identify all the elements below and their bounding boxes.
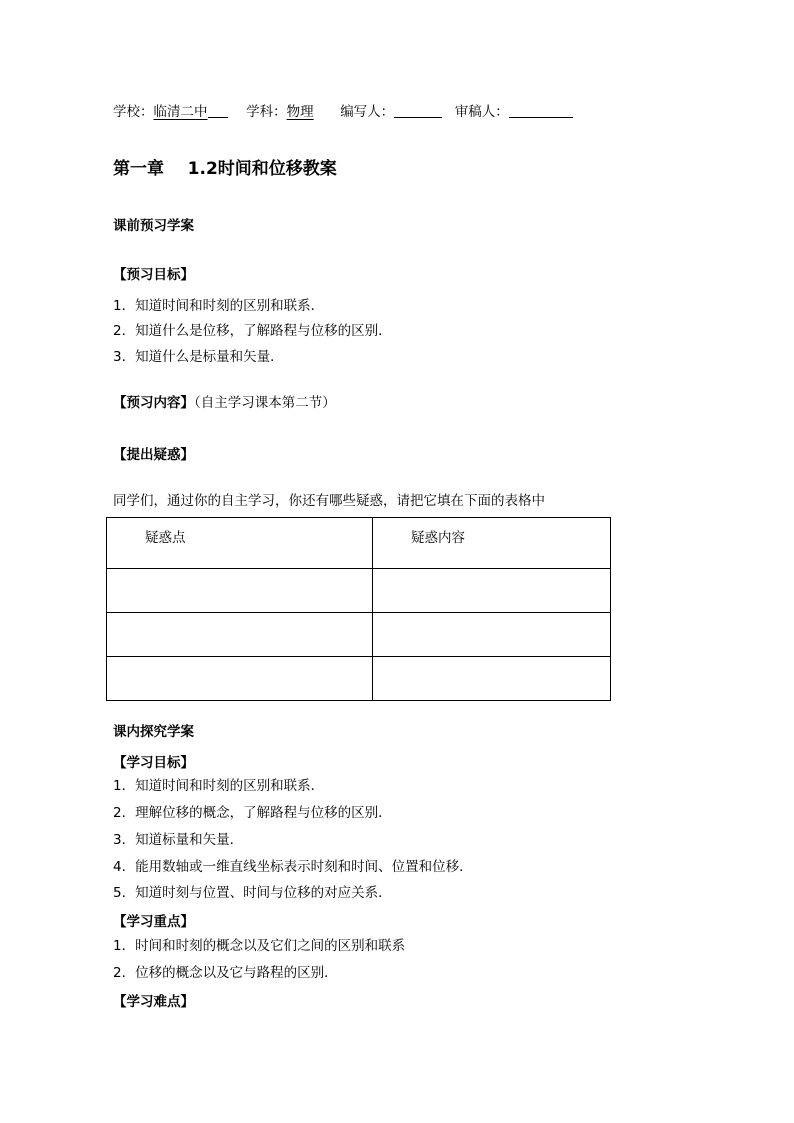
editor-label: 编写人： bbox=[340, 104, 395, 120]
table-cell[interactable] bbox=[107, 569, 373, 613]
table-header-cell: 疑惑点 bbox=[107, 518, 373, 569]
table-row bbox=[107, 569, 611, 613]
table-cell[interactable] bbox=[107, 613, 373, 657]
study-goal-item: 4．能用数轴或一维直线坐标表示时刻和时间、位置和位移． bbox=[113, 859, 473, 875]
doubt-intro: 同学们，通过你的自主学习，你还有哪些疑惑，请把它填在下面的表格中 bbox=[113, 493, 545, 509]
table-header-row bbox=[107, 518, 611, 569]
study-goal-item: 2．理解位移的概念，了解路程与位移的区别． bbox=[113, 805, 392, 821]
page-title: 第一章 1.2时间和位移教案 bbox=[113, 159, 337, 179]
school-label: 学校： bbox=[113, 104, 154, 120]
reviewer-label: 审稿人： bbox=[454, 104, 509, 120]
subject-label: 学科： bbox=[246, 104, 287, 120]
key-points-heading: 【学习重点】 bbox=[113, 914, 194, 930]
header-info bbox=[113, 103, 573, 121]
difficulty-heading: 【学习难点】 bbox=[113, 994, 194, 1010]
key-point-item: 2．位移的概念以及它与路程的区别． bbox=[113, 965, 338, 981]
pre-study-goal-item: 3．知道什么是标量和矢量． bbox=[113, 349, 284, 365]
table-cell[interactable] bbox=[373, 569, 611, 613]
study-goals-heading: 【学习目标】 bbox=[113, 755, 194, 771]
table-row bbox=[107, 657, 611, 701]
doubt-heading: 【提出疑惑】 bbox=[113, 447, 194, 463]
study-goal-item: 3．知道标量和矢量． bbox=[113, 832, 244, 848]
table-cell[interactable] bbox=[373, 657, 611, 701]
key-point-item: 1．时间和时刻的概念以及它们之间的区别和联系 bbox=[113, 938, 406, 954]
pre-study-goal-item: 2．知道什么是位移，了解路程与位移的区别． bbox=[113, 323, 392, 339]
study-goal-item: 5．知道时刻与位置、时间与位移的对应关系． bbox=[113, 885, 392, 901]
pre-study-goals-heading: 【预习目标】 bbox=[113, 267, 194, 283]
reviewer-blank bbox=[509, 103, 573, 118]
section-pre-study-title: 课前预习学案 bbox=[113, 218, 194, 234]
table-cell[interactable] bbox=[107, 657, 373, 701]
school-value: 临清二中 bbox=[153, 104, 208, 120]
subject-value: 物理 bbox=[286, 104, 314, 120]
study-goal-item: 1．知道时间和时刻的区别和联系． bbox=[113, 778, 325, 794]
table-header-cell: 疑惑内容 bbox=[373, 518, 611, 569]
pre-study-goal-item: 1．知道时间和时刻的区别和联系． bbox=[113, 298, 325, 314]
editor-blank bbox=[394, 103, 442, 118]
table-cell[interactable] bbox=[373, 613, 611, 657]
pre-study-content-note: （自主学习课本第二节） bbox=[194, 395, 336, 411]
pre-study-content-line bbox=[113, 394, 336, 412]
pre-study-content-heading: 【预习内容】 bbox=[113, 395, 194, 411]
table-row bbox=[107, 613, 611, 657]
doubt-table bbox=[106, 517, 611, 701]
section-in-class-title: 课内探究学案 bbox=[113, 724, 194, 740]
